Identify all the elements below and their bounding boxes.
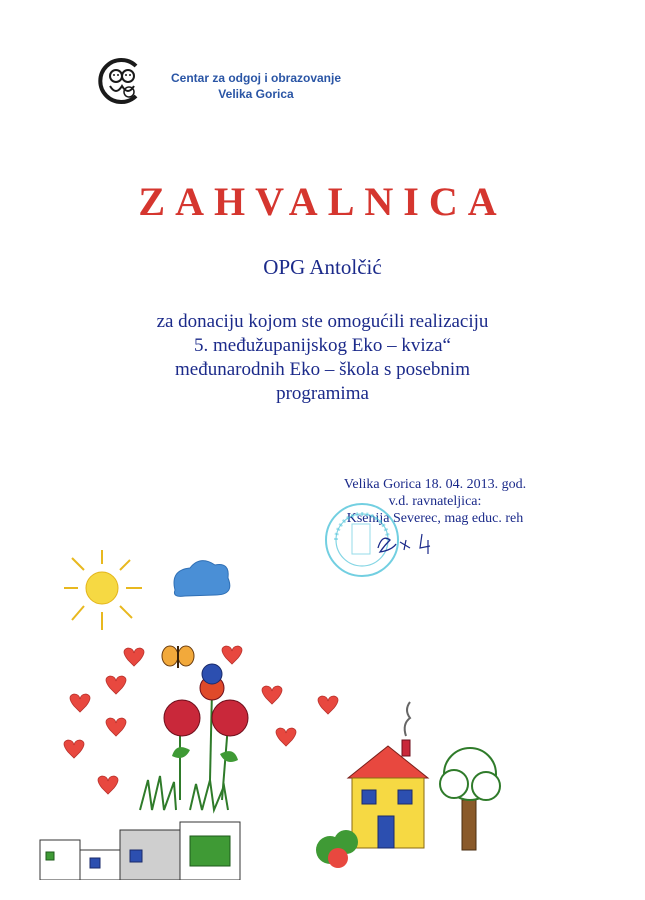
organization-name xyxy=(156,70,356,102)
body-line-1: za donaciju kojom ste omogućili realizaciju xyxy=(156,311,489,332)
house-icon xyxy=(348,702,428,848)
childrens-drawing-icon xyxy=(30,540,615,880)
tree-icon xyxy=(440,748,500,850)
recipient-name: OPG Antolčić xyxy=(263,255,382,279)
hearts-icon xyxy=(64,646,338,794)
grass-icon xyxy=(140,776,228,810)
body-line-2: 5. međužupanijskog Eko – kviza“ xyxy=(194,335,451,356)
bush-icon xyxy=(316,830,358,868)
roses-icon xyxy=(164,664,248,800)
document-title: ZAHVALNICA xyxy=(138,179,507,224)
cloud-icon xyxy=(174,561,230,597)
place-date: Velika Gorica 18. 04. 2013. god. xyxy=(343,477,527,492)
children-circle-logo-icon xyxy=(96,56,146,106)
body-line-4: programima xyxy=(276,383,369,404)
sun-icon xyxy=(64,550,142,630)
acknowledgement-text xyxy=(80,310,565,406)
signer-role: v.d. ravnateljica: xyxy=(388,494,482,509)
buildings-icon xyxy=(40,822,240,880)
organization-line-1: Centar za odgoj i obrazovanje xyxy=(170,71,342,85)
body-line-3: međunarodnih Eko – škola s posebnim xyxy=(175,359,470,380)
butterfly-icon xyxy=(162,646,194,668)
organization-line-2: Velika Gorica xyxy=(218,87,294,101)
signer-name: Ksenija Severec, mag educ. reh xyxy=(346,511,524,526)
